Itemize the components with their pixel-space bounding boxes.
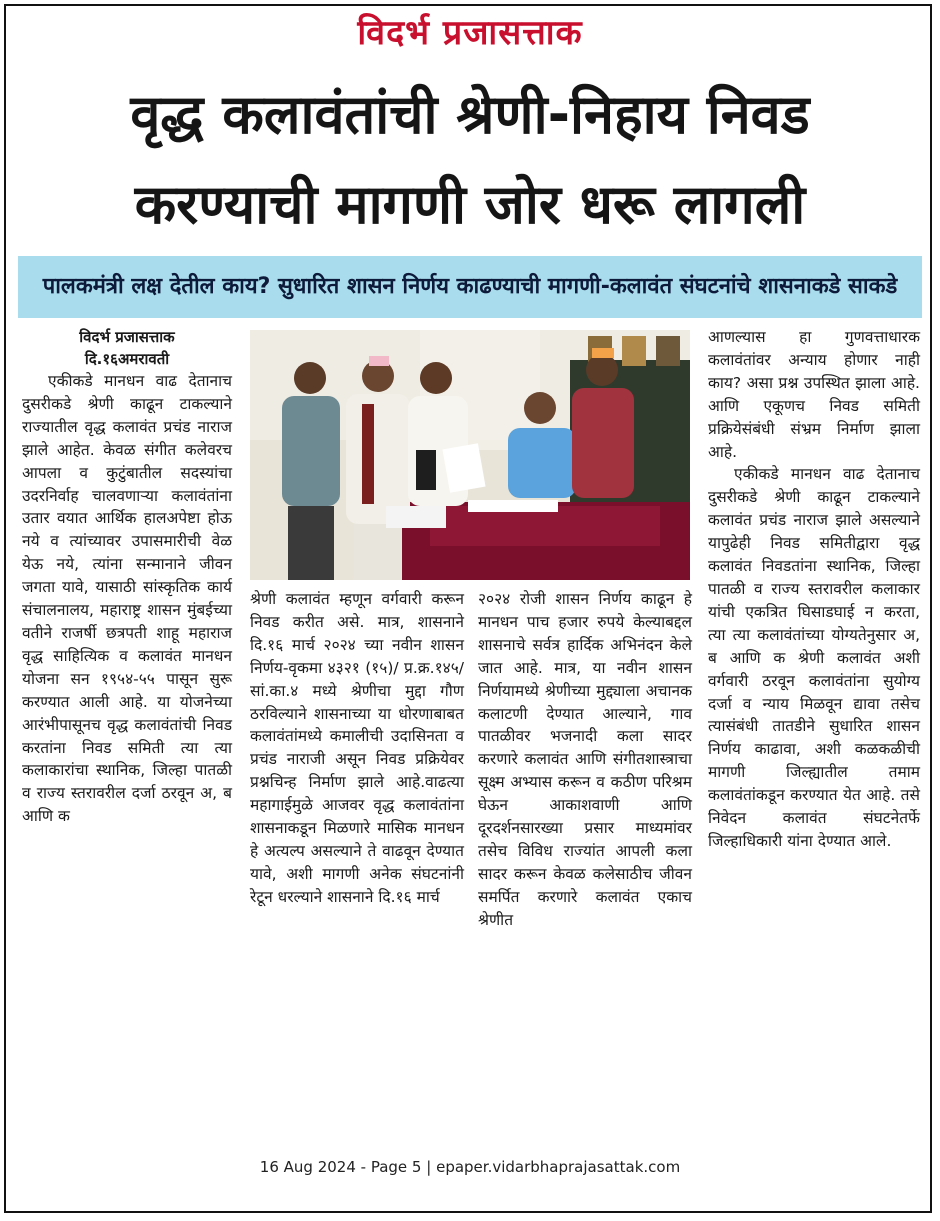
article-column-4: [708, 326, 920, 853]
subheadline-band: पालकमंत्री लक्ष देतील काय? सुधारित शासन निर्णय काढण्याची मागणी-कलावंत संघटनांचे शासनाकडे साकडे: [18, 256, 922, 318]
footer-date-page: 16 Aug 2024 - Page 5: [259, 1158, 422, 1176]
article-column-3: [478, 588, 692, 932]
newspaper-masthead: विदर्भ प्रजासत्ताक: [357, 13, 583, 53]
photo-illustration: [250, 330, 690, 580]
footer-separator: |: [426, 1158, 432, 1176]
article-paragraph: एकीकडे मानधन वाढ देतानाच दुसरीकडे श्रेणी काढून टाकल्याने राज्यातील वृद्ध कलावंत प्रचंड नाराज झाले आहेत. केवळ संगीत कलेवरच आपला व कुटुंबातील सदस्यांचा उदरनिर्वाह चालवणाऱ्या कलावंतांना उतार वयात आर्थिक हालअपेष्टा होऊ नये व त्यांच्यावर उपासमारीची वेळ येऊ नये, त्यांना सन्मानाने जीवन जगता यावे, यासाठी सांस्कृतिक कार्य संचालनालय, महाराष्ट्र शासन मुंबईच्या वतीने राजर्षी छत्रपती शाहू महाराज वृद्ध साहित्यिक व कलावंत मानधन योजना सन १९५४-५५ पासून सुरू करण्यात आली आहे. या योजनेच्या आरंभीपासूनच वृद्ध कलावंतांची निवड करतांना निवड समिती त्या त्या कलाकारांचा स्थानिक, जिल्हा पातळी व राज्य स्तरावरील दर्जा ठरवून अ, ब आणि क: [22, 372, 232, 826]
article-column-1: [22, 326, 232, 828]
byline-source: विदर्भ प्रजासत्ताक: [79, 328, 175, 346]
page-footer: [0, 1158, 940, 1176]
news-photo: [250, 330, 690, 580]
headline-line-2: करण्याची मागणी जोर धरू लागली: [134, 173, 806, 236]
article-paragraph: श्रेणी कलावंत म्हणून वर्गवारी करून निवड करीत असे. मात्र, शासनाने दि.१६ मार्च २०२४ च्या नवीन शासन निर्णय-वृकमा ४३२१ (१५)/ प्र.क्र.१४५/सां.का.४ मध्ये श्रेणीचा मुद्दा गौण ठरविल्याने शासनाच्या या धोरणाबाबत कलावंतांमध्ये कमालीची उदासिनता व प्रचंड नाराजी असून निवड प्रक्रियेवर प्रश्नचिन्ह निर्माण झाले आहे.वाढत्या महागाईमुळे आजवर वृद्ध कलावंतांना शासनाकडून मिळणारे मासिक मानधन हे अत्यल्प असल्याने ते वाढवून देण्यात यावे, अशी मागणी अनेक संघटनांनी रेटून धरल्याने शासनाने दि.१६ मार्च: [250, 590, 464, 906]
article-paragraph: एकीकडे मानधन वाढ देतानाच दुसरीकडे श्रेणी काढून टाकल्याने कलावंत प्रचंड नाराज झाले असल्याने यापुढेही निवड समितीद्वारा वृद्ध कलावंत निवडतांना स्थानिक, जिल्हा पातळी व राज्य स्तरावरील कलाकार यांची एकत्रित घिसाडघाई न करता, त्या त्या कलावंतांच्या योग्यतेनुसार अ, ब आणि क श्रेणी कलावंत अशी वर्गवारी ठरवून कलावंतांना सुयोग्य दर्जा व न्याय मिळवून द्यावा तसेच त्यासंबंधी तातडीने सुधारित शासन निर्णय काढावा, अशी कळकळीची मागणी जिल्ह्यातील तमाम कलावंतांकडून करण्यात येत आहे. तसे निवेदन कलावंत संघटनेतर्फे जिल्हाधिकारी यांना देण्यात आले.: [708, 465, 920, 850]
article-column-2: [250, 588, 464, 909]
headline: [20, 70, 920, 250]
headline-line-1: वृद्ध कलावंतांची श्रेणी-निहाय निवड: [130, 83, 810, 146]
footer-site-link[interactable]: epaper.vidarbhaprajasattak.com: [436, 1158, 681, 1176]
article-paragraph: आणल्यास हा गुणवत्ताधारक कलावंतांवर अन्याय होणार नाही काय? असा प्रश्न उपस्थित झाला आहे. आणि एकूणच निवड समिती प्रक्रियेसंबंधी संभ्रम निर्माण झाला आहे.: [708, 328, 920, 461]
article-paragraph: २०२४ रोजी शासन निर्णय काढून हे मानधन पाच हजार रुपये केल्याबद्दल शासनाचे सर्वत्र हार्दिक अभिनंदन केले जात आहे. मात्र, या नवीन शासन निर्णयामध्ये श्रेणीच्या मुद्द्याला अचानक कलाटणी देण्यात आल्याने, गाव पातळीवर भजनादी कला सादर करणारे कलावंत आणि संगीतशास्त्राचा सूक्ष्म अभ्यास करून व कठीण परिश्रम घेऊन आकाशवाणी आणि दूरदर्शनसारख्या प्रसार माध्यमांवर तसेच विविध राज्यांत आपली कला सादर करून केवळ कलेसाठीच जीवन समर्पित करणारे कलावंत एकाच श्रेणीत: [478, 590, 692, 929]
byline-dateline: दि.१६अमरावती: [84, 350, 170, 368]
